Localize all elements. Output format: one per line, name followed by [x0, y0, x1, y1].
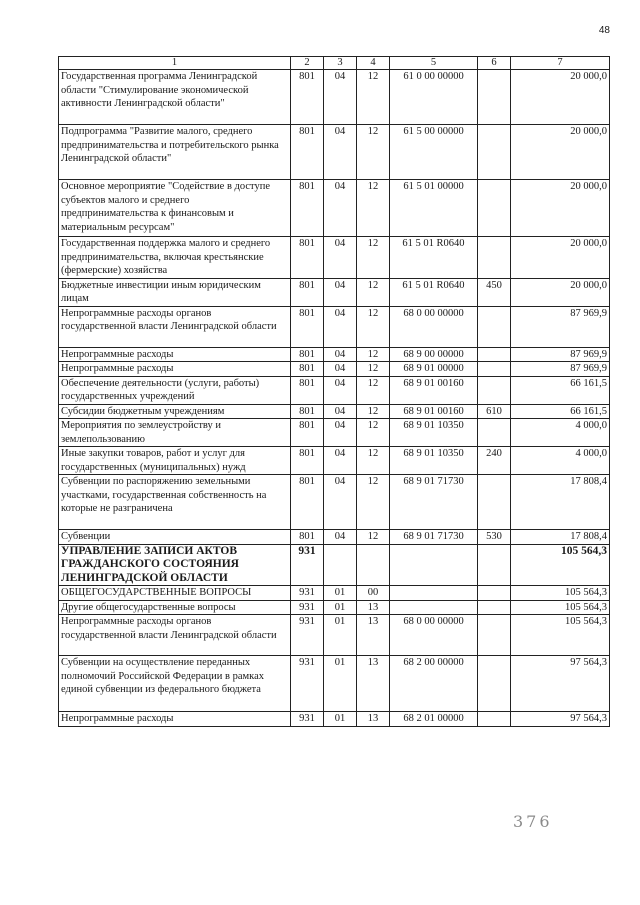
row-name-cell: Подпрограмма "Развитие малого, среднего предпринимательства и потребительского рынка Ленинградской области": [59, 125, 291, 180]
row-amount-cell: 20 000,0: [511, 278, 610, 306]
row-admin-code-cell: 931: [291, 712, 324, 727]
row-admin-code-cell: 801: [291, 419, 324, 447]
row-admin-code-cell: 931: [291, 615, 324, 656]
row-subsection-cell: 13: [357, 600, 390, 615]
row-subsection-cell: 12: [357, 306, 390, 347]
row-admin-code-cell: 801: [291, 362, 324, 377]
table-row: [59, 376, 610, 404]
row-amount-cell: 20 000,0: [511, 70, 610, 125]
row-target-article-cell: 68 2 01 00000: [390, 712, 478, 727]
row-amount-cell: 66 161,5: [511, 404, 610, 419]
row-name-cell: Обеспечение деятельности (услуги, работы) государственных учреждений: [59, 376, 291, 404]
row-target-article-cell: [390, 544, 478, 586]
table-row: [59, 530, 610, 545]
row-admin-code-cell: 931: [291, 656, 324, 712]
header-cell: 2: [291, 57, 324, 70]
row-expense-type-cell: [478, 376, 511, 404]
table-row: [59, 419, 610, 447]
row-expense-type-cell: [478, 347, 511, 362]
row-name-cell: УПРАВЛЕНИЕ ЗАПИСИ АКТОВ ГРАЖДАНСКОГО СОСТОЯНИЯ ЛЕНИНГРАДСКОЙ ОБЛАСТИ: [59, 544, 291, 586]
row-admin-code-cell: 801: [291, 306, 324, 347]
table-row: [59, 180, 610, 237]
row-amount-cell: 87 969,9: [511, 362, 610, 377]
row-admin-code-cell: 801: [291, 475, 324, 530]
row-target-article-cell: 61 5 01 00000: [390, 180, 478, 237]
row-section-cell: 04: [324, 447, 357, 475]
table-row: [59, 586, 610, 601]
row-section-cell: 04: [324, 70, 357, 125]
row-subsection-cell: 13: [357, 712, 390, 727]
row-section-cell: 04: [324, 278, 357, 306]
table-row: [59, 362, 610, 377]
row-admin-code-cell: 801: [291, 447, 324, 475]
row-admin-code-cell: 801: [291, 125, 324, 180]
row-amount-cell: 87 969,9: [511, 306, 610, 347]
row-target-article-cell: 68 0 00 00000: [390, 615, 478, 656]
row-amount-cell: 66 161,5: [511, 376, 610, 404]
row-section-cell: 01: [324, 656, 357, 712]
row-section-cell: 01: [324, 586, 357, 601]
row-expense-type-cell: 610: [478, 404, 511, 419]
row-target-article-cell: 68 0 00 00000: [390, 306, 478, 347]
row-expense-type-cell: [478, 586, 511, 601]
row-target-article-cell: 68 9 01 10350: [390, 447, 478, 475]
row-subsection-cell: 00: [357, 586, 390, 601]
table-header-row: [59, 57, 610, 70]
row-amount-cell: 20 000,0: [511, 125, 610, 180]
row-section-cell: [324, 544, 357, 586]
row-subsection-cell: 13: [357, 656, 390, 712]
row-admin-code-cell: 801: [291, 347, 324, 362]
row-expense-type-cell: [478, 125, 511, 180]
table-row: [59, 347, 610, 362]
row-amount-cell: 97 564,3: [511, 656, 610, 712]
budget-table: [58, 56, 610, 727]
row-admin-code-cell: 931: [291, 586, 324, 601]
row-amount-cell: 105 564,3: [511, 586, 610, 601]
row-target-article-cell: 61 5 00 00000: [390, 125, 478, 180]
row-section-cell: 01: [324, 615, 357, 656]
row-admin-code-cell: 801: [291, 530, 324, 545]
row-section-cell: 04: [324, 376, 357, 404]
row-section-cell: 04: [324, 530, 357, 545]
row-amount-cell: 20 000,0: [511, 180, 610, 237]
table-row: [59, 600, 610, 615]
row-subsection-cell: 12: [357, 419, 390, 447]
row-subsection-cell: 12: [357, 362, 390, 377]
row-section-cell: 04: [324, 475, 357, 530]
row-expense-type-cell: 450: [478, 278, 511, 306]
row-subsection-cell: 12: [357, 70, 390, 125]
row-subsection-cell: 12: [357, 530, 390, 545]
row-section-cell: 04: [324, 347, 357, 362]
row-name-cell: Бюджетные инвестиции иным юридическим лицам: [59, 278, 291, 306]
row-target-article-cell: 68 9 01 71730: [390, 530, 478, 545]
row-admin-code-cell: 801: [291, 70, 324, 125]
row-target-article-cell: 68 9 00 00000: [390, 347, 478, 362]
table-row: [59, 475, 610, 530]
row-section-cell: 01: [324, 600, 357, 615]
row-subsection-cell: 12: [357, 447, 390, 475]
row-name-cell: Субвенции на осуществление переданных полномочий Российской Федерации в рамках единой субвенции из федерального бюджета: [59, 656, 291, 712]
row-expense-type-cell: [478, 306, 511, 347]
row-name-cell: Основное мероприятие "Содействие в доступе субъектов малого и среднего предпринимательства к финансовым и материальным ресурсам": [59, 180, 291, 237]
row-expense-type-cell: [478, 712, 511, 727]
row-admin-code-cell: 931: [291, 544, 324, 586]
row-section-cell: 04: [324, 180, 357, 237]
row-amount-cell: 97 564,3: [511, 712, 610, 727]
table-row: [59, 656, 610, 712]
row-target-article-cell: 61 0 00 00000: [390, 70, 478, 125]
table-row: [59, 615, 610, 656]
row-name-cell: Субвенции: [59, 530, 291, 545]
header-cell: 6: [478, 57, 511, 70]
table-row: [59, 544, 610, 586]
row-target-article-cell: [390, 600, 478, 615]
row-name-cell: Непрограммные расходы органов государственной власти Ленинградской области: [59, 306, 291, 347]
row-section-cell: 04: [324, 125, 357, 180]
row-amount-cell: 4 000,0: [511, 419, 610, 447]
row-amount-cell: 17 808,4: [511, 475, 610, 530]
row-target-article-cell: 68 9 01 71730: [390, 475, 478, 530]
row-subsection-cell: 12: [357, 125, 390, 180]
row-section-cell: 04: [324, 404, 357, 419]
row-expense-type-cell: [478, 656, 511, 712]
row-name-cell: Субвенции по распоряжению земельными участками, государственная собственность на которые не разграничена: [59, 475, 291, 530]
header-cell: 4: [357, 57, 390, 70]
row-subsection-cell: 12: [357, 180, 390, 237]
row-amount-cell: 105 564,3: [511, 544, 610, 586]
table-row: [59, 70, 610, 125]
row-section-cell: 04: [324, 419, 357, 447]
row-name-cell: Непрограммные расходы: [59, 712, 291, 727]
row-target-article-cell: 68 9 01 10350: [390, 419, 478, 447]
row-expense-type-cell: [478, 475, 511, 530]
table-row: [59, 278, 610, 306]
row-name-cell: ОБЩЕГОСУДАРСТВЕННЫЕ ВОПРОСЫ: [59, 586, 291, 601]
table-row: [59, 447, 610, 475]
row-amount-cell: 17 808,4: [511, 530, 610, 545]
table-row: [59, 237, 610, 279]
row-name-cell: Мероприятия по землеустройству и землепользованию: [59, 419, 291, 447]
row-expense-type-cell: 240: [478, 447, 511, 475]
header-cell: 7: [511, 57, 610, 70]
row-name-cell: Непрограммные расходы органов государственной власти Ленинградской области: [59, 615, 291, 656]
row-admin-code-cell: 801: [291, 237, 324, 279]
row-subsection-cell: 12: [357, 347, 390, 362]
row-admin-code-cell: 801: [291, 278, 324, 306]
row-name-cell: Другие общегосударственные вопросы: [59, 600, 291, 615]
row-target-article-cell: [390, 586, 478, 601]
table-row: [59, 306, 610, 347]
table-row: [59, 712, 610, 727]
row-section-cell: 04: [324, 306, 357, 347]
header-cell: 5: [390, 57, 478, 70]
row-admin-code-cell: 931: [291, 600, 324, 615]
row-subsection-cell: 12: [357, 404, 390, 419]
row-amount-cell: 87 969,9: [511, 347, 610, 362]
row-section-cell: 04: [324, 362, 357, 377]
row-expense-type-cell: [478, 544, 511, 586]
row-target-article-cell: 68 9 01 00160: [390, 404, 478, 419]
row-expense-type-cell: [478, 419, 511, 447]
row-section-cell: 04: [324, 237, 357, 279]
table-row: [59, 125, 610, 180]
row-subsection-cell: [357, 544, 390, 586]
row-target-article-cell: 68 9 01 00000: [390, 362, 478, 377]
row-subsection-cell: 13: [357, 615, 390, 656]
row-subsection-cell: 12: [357, 278, 390, 306]
row-amount-cell: 105 564,3: [511, 615, 610, 656]
row-amount-cell: 105 564,3: [511, 600, 610, 615]
row-expense-type-cell: [478, 600, 511, 615]
row-name-cell: Непрограммные расходы: [59, 347, 291, 362]
row-amount-cell: 4 000,0: [511, 447, 610, 475]
row-admin-code-cell: 801: [291, 376, 324, 404]
row-name-cell: Иные закупки товаров, работ и услуг для государственных (муниципальных) нужд: [59, 447, 291, 475]
page-number: 48: [598, 25, 610, 36]
row-subsection-cell: 12: [357, 237, 390, 279]
row-target-article-cell: 61 5 01 R0640: [390, 278, 478, 306]
row-name-cell: Непрограммные расходы: [59, 362, 291, 377]
table-row: [59, 404, 610, 419]
row-subsection-cell: 12: [357, 475, 390, 530]
row-expense-type-cell: [478, 362, 511, 377]
header-cell: 1: [59, 57, 291, 70]
row-expense-type-cell: [478, 70, 511, 125]
row-admin-code-cell: 801: [291, 404, 324, 419]
row-target-article-cell: 68 2 00 00000: [390, 656, 478, 712]
row-name-cell: Государственная программа Ленинградской области "Стимулирование экономической активности Ленинградской области": [59, 70, 291, 125]
row-expense-type-cell: [478, 180, 511, 237]
row-expense-type-cell: [478, 615, 511, 656]
row-name-cell: Субсидии бюджетным учреждениям: [59, 404, 291, 419]
row-target-article-cell: 61 5 01 R0640: [390, 237, 478, 279]
row-expense-type-cell: 530: [478, 530, 511, 545]
header-cell: 3: [324, 57, 357, 70]
row-name-cell: Государственная поддержка малого и среднего предпринимательства, включая крестьянские (фермерские) хозяйства: [59, 237, 291, 279]
row-admin-code-cell: 801: [291, 180, 324, 237]
row-expense-type-cell: [478, 237, 511, 279]
archive-stamp-number: 376: [513, 812, 553, 831]
row-section-cell: 01: [324, 712, 357, 727]
row-subsection-cell: 12: [357, 376, 390, 404]
row-amount-cell: 20 000,0: [511, 237, 610, 279]
row-target-article-cell: 68 9 01 00160: [390, 376, 478, 404]
